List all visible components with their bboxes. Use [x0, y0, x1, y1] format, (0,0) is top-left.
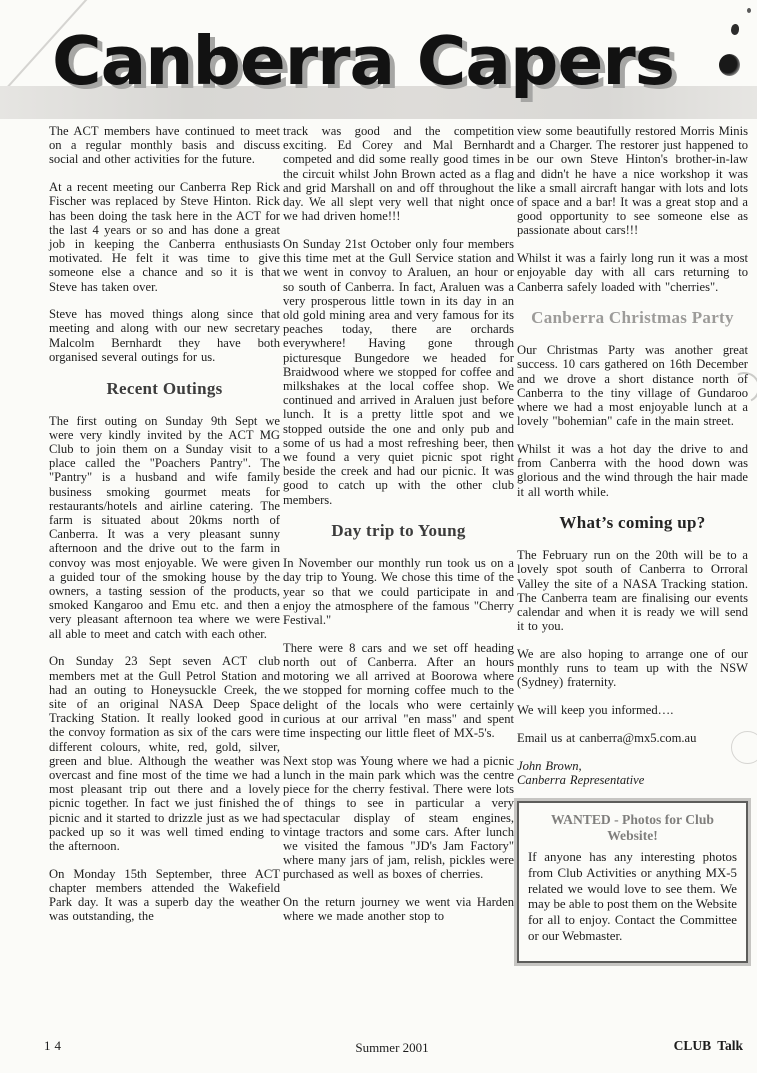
- publication-name: CLUB Talk: [673, 1038, 743, 1053]
- paragraph: The first outing on Sunday 9th Sept we were very kindly invited by the ACT MG Club to join them on a Sunday visit to a place called the "Poachers Pantry". The "Pantry" is a husband and wife family business smoking gourmet meats for restaurants/hotels and airline catering. The farm is situated about 20kms north of Canberra. It was a very pleasant sunny afternoon and the drive out to the farm in convoy was most enjoyable. We were given a guided tour of the smoking house by the owners, a tasting session of the products, smoked Kangaroo and Emu etc. and then a very pleasant afternoon tea where we were all able to meet and catch with each other.: [49, 413, 280, 641]
- section-heading: Canberra Christmas Party: [531, 308, 734, 328]
- section-heading: What’s coming up?: [559, 513, 706, 533]
- signature-line: John Brown,: [517, 758, 582, 773]
- paragraph: On the return journey we went via Harden where we made another stop to: [283, 895, 514, 924]
- paragraph: The February run on the 20th will be to a lovely spot south of Canberra to Orroral Valley the site of a NASA Tracking station. The Canberra team are finalising our events calendar and when it is ready we will send it to you.: [517, 548, 748, 634]
- section-heading: Recent Outings: [106, 378, 223, 398]
- paragraph: At a recent meeting our Canberra Rep Rick Fischer was replaced by Steve Hinton. Rick has been doing the task here in the ACT for the last 4 years or so and has done a great job in keeping the Canberra enthusiasts motivated. He felt it was time to give someone else a chance and so it is that Steve has taken over.: [49, 180, 280, 294]
- paragraph: The ACT members have continued to meet on a regular monthly basis and discuss social and other activities for the future.: [49, 124, 280, 167]
- paragraph: Our Christmas Party was another great success. 10 cars gathered on 16th December and we drove a short distance north of Canberra to the tiny village of Gundaroo where we had a most enjoyable lunch at a lovely "bohemian" cafe in the main street.: [517, 343, 748, 429]
- paragraph: track was good and the competition exciting. Ed Corey and Mal Bernhardt competed and did some really good times in the circuit whilst John Brown acted as a flag and grid Marshall on and off throughout the day. We all slept very well that night once we had driven home!!!: [283, 124, 514, 224]
- paragraph: On Monday 15th September, three ACT chapter members attended the Wakefield Park day. It was a superb day the weather was outstanding, the: [49, 866, 280, 924]
- paragraph: On Sunday 21st October only four members this time met at the Gull Service station and we went in convoy to Araluen, an hour or so south of Canberra. In fact, Araluen was a very prosperous little town in its day in an old gold mining area and very famous for its peaches today, there are orchards everywhere! Having gone through picturesque Bungedore we headed for Braidwood where we stopped for coffee and milkshakes at the local coffee shop. We continued and arrived in Araluen just before lunch. It is a pretty little spot and we stopped outside the one and only pub and some of us had a most refreshing beer, then we found a very quiet picnic spot right beside the creek and had our picnic. It was good to catch up with the other club members.: [283, 236, 514, 507]
- paragraph: Next stop was Young where we had a picnic lunch in the main park which was the centre piece for the cherry festival. There were lots of things to see in particular a very spectacular display of steam engines, vintage tractors and some cars. After lunch we visited the famous "JD's Jam Factory" where many jars of jam, relish, pickles were purchased as well as boxes of cherries.: [283, 753, 514, 882]
- wanted-box-title: WANTED - Photos for Club Website!: [551, 811, 714, 844]
- text-column-2: [283, 124, 514, 937]
- paragraph: We are also hoping to arrange one of our monthly runs to team up with the NSW (Sydney) fraternity.: [517, 646, 748, 690]
- section-heading: Day trip to Young: [331, 521, 466, 541]
- signature: [517, 759, 748, 787]
- paragraph: We will keep you informed….: [517, 703, 674, 718]
- issue-label: Summer 2001: [355, 1040, 429, 1055]
- signature-line: Canberra Representative: [517, 772, 645, 787]
- paragraph: view some beautifully restored Morris Minis and a Charger. The restorer just happened to be our own Steve Hinton's brother-in-law and didn't he have a nice workshop it was like a small aircraft hangar with lots and lots of space and a bar! It was a great stop and a good opportunity to see someone else as passionate about cars!!!: [517, 124, 748, 238]
- paragraph: In November our monthly run took us on a day trip to Young. We chose this time of the year so that we could participate in and enjoy the atmosphere of the famous "Cherry Festival.": [283, 556, 514, 628]
- paragraph: There were 8 cars and we set off heading north out of Canberra. After an hours motoring we all arrived at Boorowa where we stopped for morning coffee much to the delight of the locals who were certainly curious at our arrival "en mass" and spent time inspecting our little fleet of MX-5's.: [283, 640, 514, 741]
- paragraph: Steve has moved things along since that meeting and along with our new secretary Malcolm Bernhardt they have both organised several outings for us.: [49, 307, 280, 364]
- paragraph: Email us at canberra@mx5.com.au: [517, 730, 697, 745]
- ink-speck-artifact: [747, 8, 751, 13]
- wanted-box-body: If anyone has any interesting photos from Club Activities or anything MX-5 related we would love to see them. We may be able to post them on the Website for all to enjoy. Contact the Committee or our Webmaster.: [528, 849, 737, 943]
- text-column-1: [49, 124, 280, 937]
- paragraph: On Sunday 23 Sept seven ACT club members met at the Gull Petrol Station and had an outing to Honeysuckle Creek, the site of an original NASA Deep Space Tracking Station. It really looked good in the convoy formation as six of the cars were different colours, white, red, gold, silver, green and blue. Although the weather was overcast and fine most of the time we had a most pleasant trip out there and a lovely picnic together. In fact we just finished the picnic and it started to drizzle just as we had packed up so it was well timed ending to the afternoon.: [49, 654, 280, 853]
- paragraph: Whilst it was a fairly long run it was a most enjoyable day with all cars returning to Canberra safely loaded with "cherries".: [517, 251, 748, 294]
- newsletter-title: Canberra Capers: [52, 22, 674, 100]
- wanted-box: [517, 801, 748, 963]
- text-column-3: [517, 124, 748, 963]
- page-number: 14: [44, 1038, 65, 1053]
- paragraph: Whilst it was a hot day the drive to and from Canberra with the hood down was glorious and the wind through the hair made it all worth while.: [517, 441, 748, 499]
